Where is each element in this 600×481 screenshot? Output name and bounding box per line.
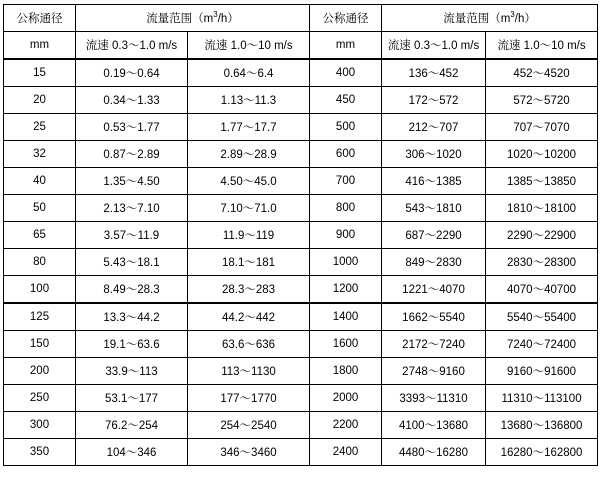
cell-flow-left-1: 33.9～113: [76, 358, 188, 385]
cell-flow-left-2: 18.1～181: [188, 249, 310, 276]
cell-dn-left: 15: [4, 59, 76, 87]
cell-flow-right-2: 13680～136800: [486, 412, 598, 439]
cell-dn-left: 250: [4, 385, 76, 412]
cell-flow-left-1: 0.87～2.89: [76, 141, 188, 168]
table-row: [4, 141, 598, 168]
cell-flow-left-1: 53.1～177: [76, 385, 188, 412]
cell-dn-right: 2000: [310, 385, 382, 412]
cell-flow-left-1: 19.1～63.6: [76, 331, 188, 358]
cell-flow-right-1: 2172～7240: [382, 331, 486, 358]
cell-flow-right-1: 172～572: [382, 87, 486, 114]
cell-flow-left-2: 2.89～28.9: [188, 141, 310, 168]
cell-flow-right-2: 707～7070: [486, 114, 598, 141]
cell-flow-right-1: 687～2290: [382, 222, 486, 249]
cell-flow-right-1: 849～2830: [382, 249, 486, 276]
cell-dn-right: 400: [310, 59, 382, 87]
cell-dn-right: 600: [310, 141, 382, 168]
cell-dn-left: 25: [4, 114, 76, 141]
cell-dn-right: 1800: [310, 358, 382, 385]
cell-flow-left-1: 13.3～44.2: [76, 303, 188, 331]
cell-flow-right-2: 2830～28300: [486, 249, 598, 276]
cell-flow-right-2: 16280～162800: [486, 439, 598, 466]
header-speed-right-1: 流速 0.3～1.0 m/s: [382, 32, 486, 60]
cell-dn-left: 300: [4, 412, 76, 439]
cell-flow-right-2: 572～5720: [486, 87, 598, 114]
cell-flow-left-2: 7.10～71.0: [188, 195, 310, 222]
table-row: [4, 358, 598, 385]
cell-dn-left: 65: [4, 222, 76, 249]
cell-flow-right-1: 416～1385: [382, 168, 486, 195]
cell-flow-left-1: 76.2～254: [76, 412, 188, 439]
cell-flow-right-2: 7240～72400: [486, 331, 598, 358]
cell-flow-left-2: 44.2～442: [188, 303, 310, 331]
table-header-main-row: [4, 5, 598, 32]
cell-dn-right: 1200: [310, 276, 382, 304]
cell-flow-right-1: 212～707: [382, 114, 486, 141]
cell-dn-left: 40: [4, 168, 76, 195]
cell-dn-right: 2400: [310, 439, 382, 466]
cell-dn-left: 200: [4, 358, 76, 385]
header-unit-mm-left: mm: [4, 32, 76, 60]
cell-flow-left-2: 1.13～11.3: [188, 87, 310, 114]
cell-flow-right-2: 2290～22900: [486, 222, 598, 249]
cell-dn-left: 100: [4, 276, 76, 304]
cell-flow-right-1: 136～452: [382, 59, 486, 87]
cell-flow-right-2: 1385～13850: [486, 168, 598, 195]
cell-flow-left-1: 8.49～28.3: [76, 276, 188, 304]
cell-dn-right: 1400: [310, 303, 382, 331]
table-row: [4, 114, 598, 141]
cell-flow-left-1: 0.53～1.77: [76, 114, 188, 141]
cell-flow-left-1: 1.35～4.50: [76, 168, 188, 195]
header-speed-left-1: 流速 0.3～1.0 m/s: [76, 32, 188, 60]
table-row: [4, 87, 598, 114]
cell-flow-right-2: 1020～10200: [486, 141, 598, 168]
table-row: [4, 412, 598, 439]
cell-flow-left-2: 113～1130: [188, 358, 310, 385]
table-row: [4, 303, 598, 331]
cell-flow-left-1: 3.57～11.9: [76, 222, 188, 249]
cell-flow-left-2: 1.77～17.7: [188, 114, 310, 141]
header-unit-mm-right: mm: [310, 32, 382, 60]
table-row: [4, 249, 598, 276]
header-nominal-diameter-left: 公称通径: [4, 5, 76, 32]
cell-flow-right-2: 9160～91600: [486, 358, 598, 385]
cell-dn-left: 50: [4, 195, 76, 222]
flow-range-table: [3, 4, 598, 466]
table-row: [4, 168, 598, 195]
cell-flow-left-1: 5.43～18.1: [76, 249, 188, 276]
cell-dn-right: 900: [310, 222, 382, 249]
cell-flow-right-1: 306～1020: [382, 141, 486, 168]
cell-dn-right: 1600: [310, 331, 382, 358]
cell-flow-right-1: 4480～16280: [382, 439, 486, 466]
cell-flow-right-2: 452～4520: [486, 59, 598, 87]
header-speed-right-2: 流速 1.0～10 m/s: [486, 32, 598, 60]
header-flow-range-left: 流量范围$(m^3/h)$: [76, 5, 310, 32]
superscript-3-right: 3: [510, 10, 515, 20]
cell-flow-left-1: 2.13～7.10: [76, 195, 188, 222]
cell-flow-right-1: 4100～13680: [382, 412, 486, 439]
table-row: [4, 439, 598, 466]
cell-dn-right: 500: [310, 114, 382, 141]
table-row: [4, 385, 598, 412]
table-row: [4, 195, 598, 222]
cell-flow-left-2: 28.3～283: [188, 276, 310, 304]
cell-flow-right-2: 1810～18100: [486, 195, 598, 222]
cell-flow-left-1: 0.34～1.33: [76, 87, 188, 114]
header-nominal-diameter-right: 公称通径: [310, 5, 382, 32]
cell-dn-right: 800: [310, 195, 382, 222]
cell-dn-left: 32: [4, 141, 76, 168]
cell-flow-left-1: 0.19～0.64: [76, 59, 188, 87]
cell-flow-right-1: 1662～5540: [382, 303, 486, 331]
cell-dn-left: 350: [4, 439, 76, 466]
table-header-sub-row: [4, 32, 598, 60]
cell-flow-right-2: 5540～55400: [486, 303, 598, 331]
table-row: [4, 276, 598, 304]
cell-flow-left-2: 63.6～636: [188, 331, 310, 358]
cell-flow-right-1: 543～1810: [382, 195, 486, 222]
cell-dn-right: 450: [310, 87, 382, 114]
cell-flow-left-2: 177～1770: [188, 385, 310, 412]
cell-flow-left-2: 254～2540: [188, 412, 310, 439]
cell-dn-left: 20: [4, 87, 76, 114]
cell-flow-left-2: 11.9～119: [188, 222, 310, 249]
cell-flow-left-2: 4.50～45.0: [188, 168, 310, 195]
table-row: [4, 59, 598, 87]
table-row: [4, 222, 598, 249]
cell-dn-left: 80: [4, 249, 76, 276]
header-flow-range-right: 流量范围$(m^3/h)$: [382, 5, 598, 32]
cell-dn-left: 125: [4, 303, 76, 331]
cell-flow-left-2: 346～3460: [188, 439, 310, 466]
cell-flow-left-1: 104～346: [76, 439, 188, 466]
cell-flow-right-2: 4070～40700: [486, 276, 598, 304]
cell-dn-left: 150: [4, 331, 76, 358]
superscript-3-left: 3: [213, 10, 218, 20]
cell-flow-right-2: 11310～113100: [486, 385, 598, 412]
header-speed-left-2: 流速 1.0～10 m/s: [188, 32, 310, 60]
cell-dn-right: 1000: [310, 249, 382, 276]
cell-flow-right-1: 2748～9160: [382, 358, 486, 385]
table-row: [4, 331, 598, 358]
cell-dn-right: 2200: [310, 412, 382, 439]
cell-flow-right-1: 3393～11310: [382, 385, 486, 412]
cell-flow-left-2: 0.64～6.4: [188, 59, 310, 87]
cell-flow-right-1: 1221～4070: [382, 276, 486, 304]
cell-dn-right: 700: [310, 168, 382, 195]
